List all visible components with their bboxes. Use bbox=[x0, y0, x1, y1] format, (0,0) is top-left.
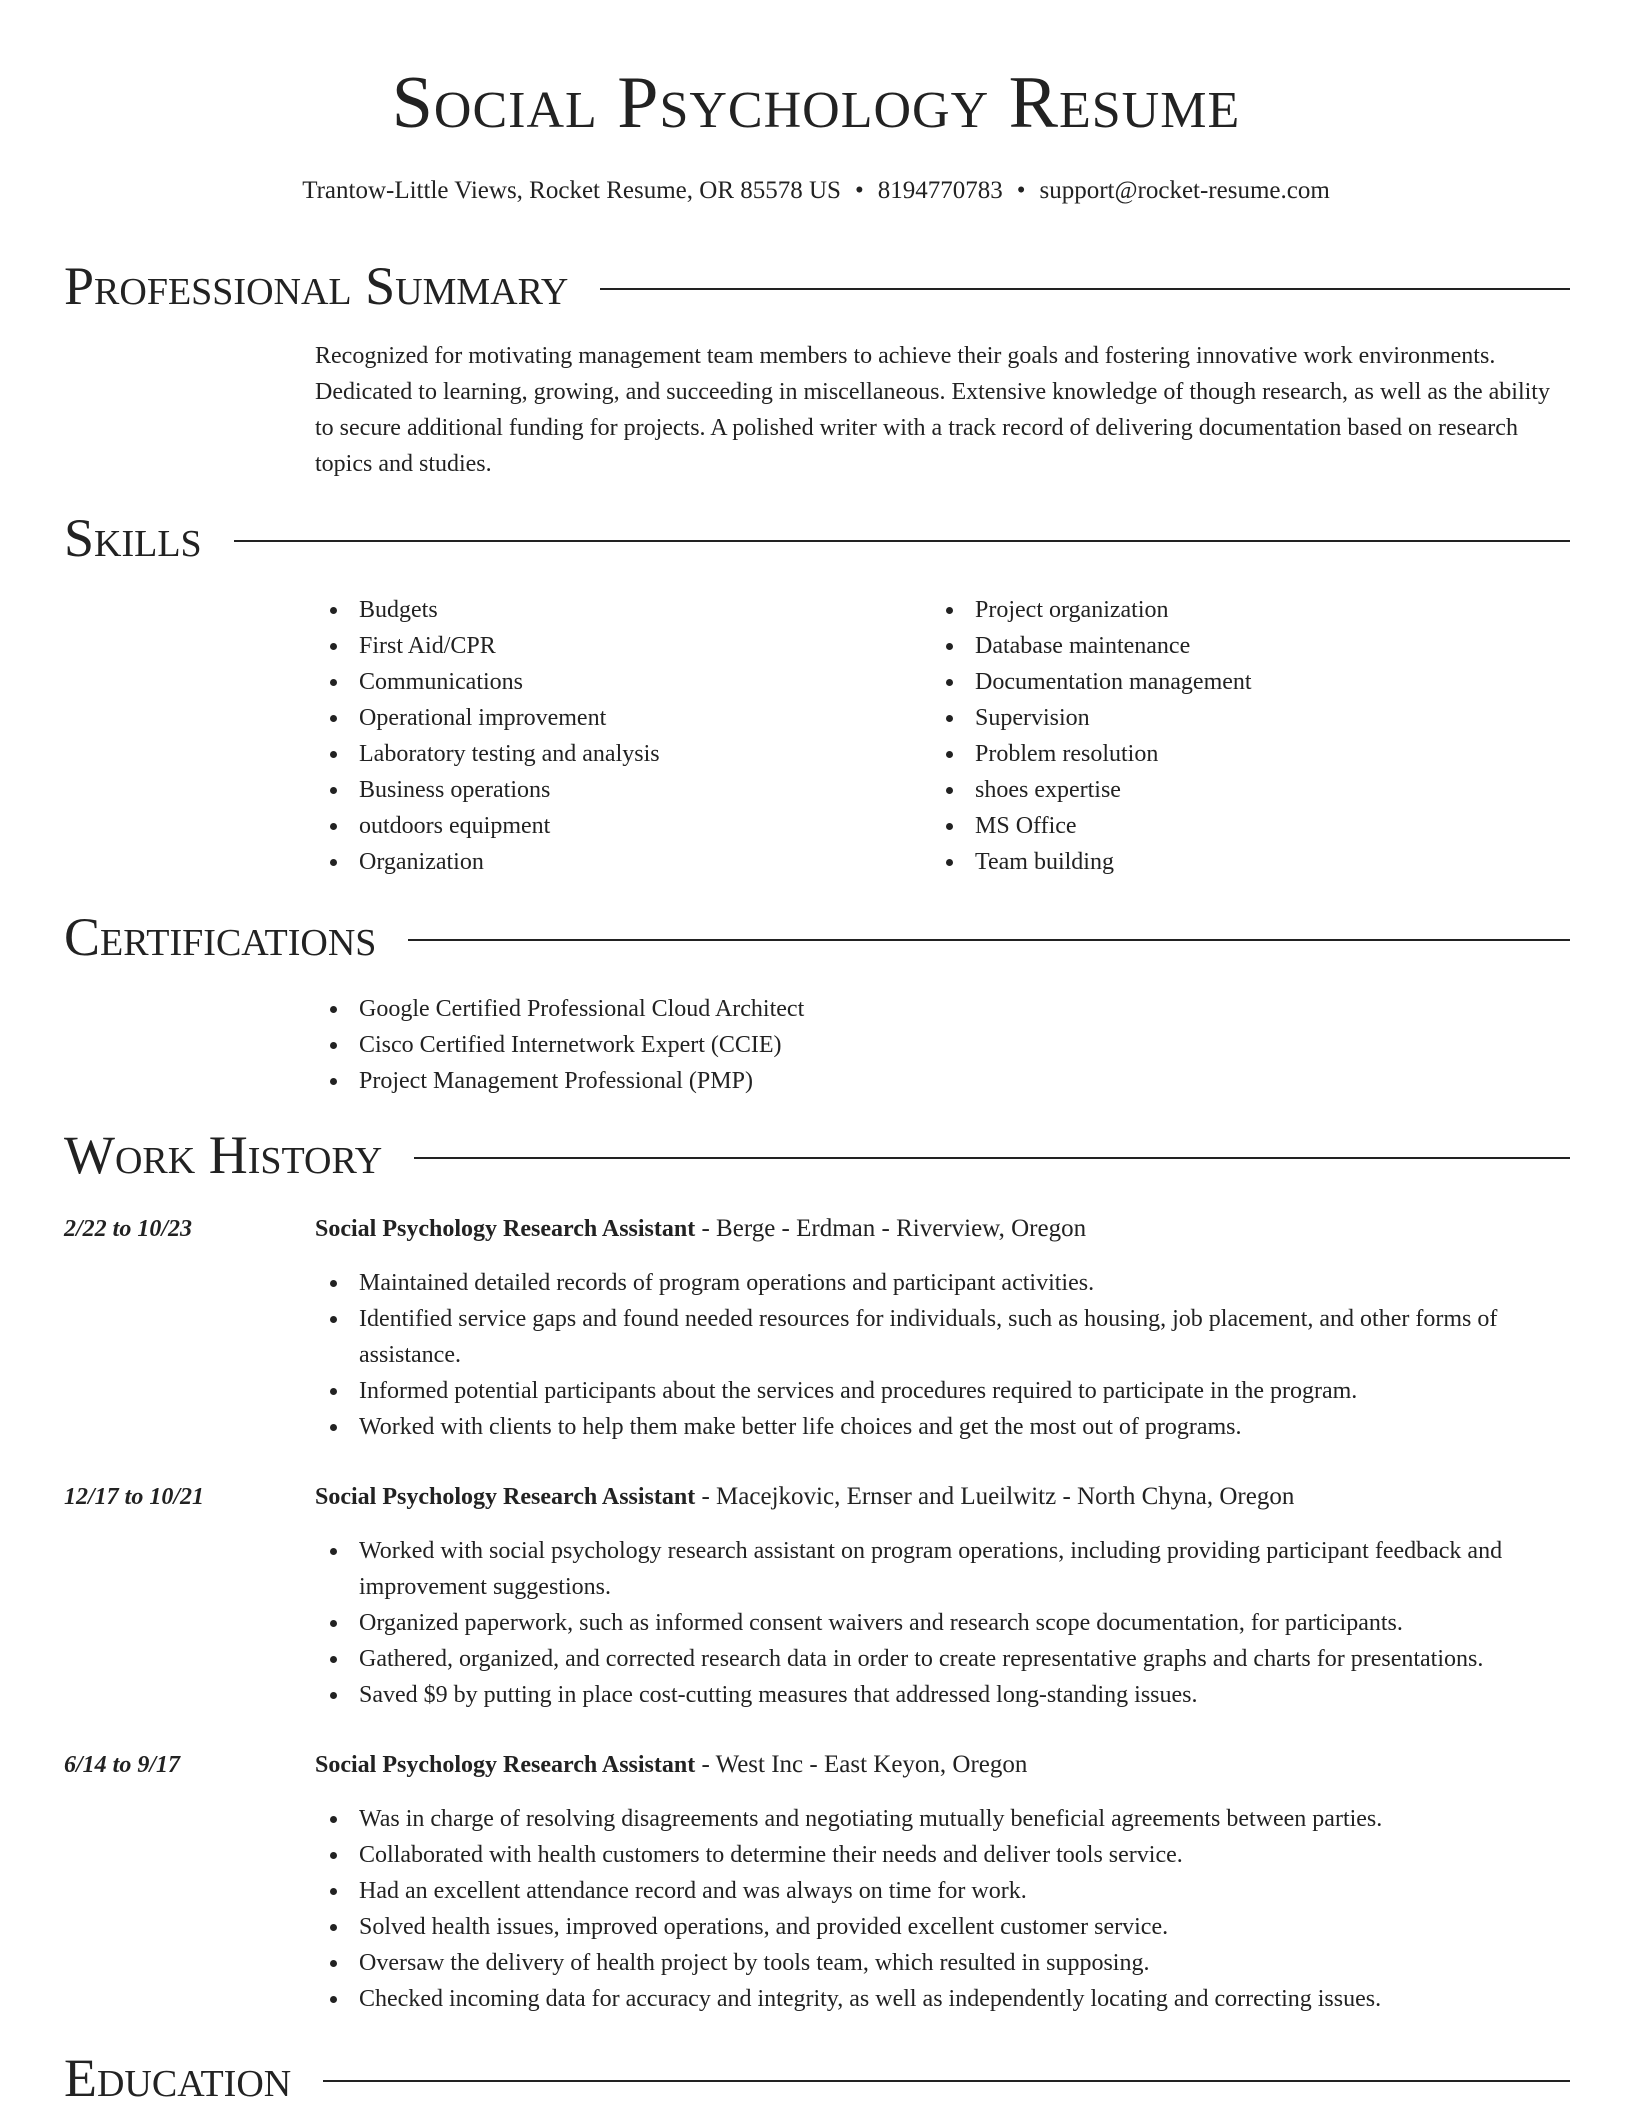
skill-item: Problem resolution bbox=[931, 736, 1561, 772]
job-bullets bbox=[315, 1265, 1570, 1445]
job-bullet: Maintained detailed records of program operations and participant activities. bbox=[315, 1265, 1570, 1301]
skill-item: Business operations bbox=[315, 772, 915, 808]
contact-address: Trantow-Little Views, Rocket Resume, OR 85578 US bbox=[302, 177, 841, 204]
job-title: Social Psychology Research Assistant bbox=[315, 1216, 696, 1242]
section-heading: Skills bbox=[64, 508, 202, 568]
section-professional-summary bbox=[64, 254, 1570, 318]
job-bullet: Oversaw the delivery of health project by tools team, which resulted in supposing. bbox=[315, 1945, 1570, 1981]
job-bullets bbox=[315, 1801, 1570, 2017]
job-bullet: Organized paperwork, such as informed consent waivers and research scope documentation, for participants. bbox=[315, 1605, 1570, 1641]
section-work-history bbox=[64, 1123, 1570, 1187]
skill-item: Team building bbox=[931, 844, 1561, 880]
section-divider bbox=[408, 939, 1570, 941]
job-bullet: Checked incoming data for accuracy and integrity, as well as independently locating and correcting issues. bbox=[315, 1981, 1570, 2017]
job-entry bbox=[64, 1747, 1570, 2017]
certifications-list bbox=[315, 991, 1570, 1099]
job-header bbox=[315, 1747, 1570, 1783]
skills-column-right bbox=[931, 592, 1561, 880]
skill-item: Communications bbox=[315, 664, 915, 700]
section-divider bbox=[234, 540, 1570, 542]
skill-item: First Aid/CPR bbox=[315, 628, 915, 664]
section-certifications bbox=[64, 905, 1570, 969]
job-company: - West Inc - East Keyon, Oregon bbox=[695, 1751, 1028, 1778]
job-entry bbox=[64, 1211, 1570, 1451]
job-bullets bbox=[315, 1533, 1570, 1713]
job-bullet: Solved health issues, improved operations, and provided excellent customer service. bbox=[315, 1909, 1570, 1945]
skill-item: Budgets bbox=[315, 592, 915, 628]
contact-line bbox=[0, 174, 1632, 208]
job-dates: 12/17 to 10/21 bbox=[64, 1484, 205, 1510]
skill-item: shoes expertise bbox=[931, 772, 1561, 808]
job-bullet: Gathered, organized, and corrected research data in order to create representative graphs and charts for presentations. bbox=[315, 1641, 1570, 1677]
contact-email: support@rocket-resume.com bbox=[1039, 177, 1330, 204]
job-company: - Berge - Erdman - Riverview, Oregon bbox=[695, 1215, 1087, 1242]
skill-item: Organization bbox=[315, 844, 915, 880]
job-bullet: Worked with social psychology research assistant on program operations, including providing participant feedback and improvement suggestions. bbox=[315, 1533, 1570, 1605]
job-dates: 2/22 to 10/23 bbox=[64, 1216, 193, 1242]
contact-separator: • bbox=[854, 177, 864, 204]
job-bullet: Informed potential participants about the services and procedures required to participate in the program. bbox=[315, 1373, 1570, 1409]
job-dates: 6/14 to 9/17 bbox=[64, 1752, 181, 1778]
skill-item: outdoors equipment bbox=[315, 808, 915, 844]
skills-column-left bbox=[315, 592, 915, 880]
job-company: - Macejkovic, Ernser and Lueilwitz - North Chyna, Oregon bbox=[695, 1483, 1295, 1510]
job-bullet: Identified service gaps and found needed resources for individuals, such as housing, job placement, and other forms of assistance. bbox=[315, 1301, 1570, 1373]
job-title: Social Psychology Research Assistant bbox=[315, 1752, 696, 1778]
certification-item: Project Management Professional (PMP) bbox=[315, 1063, 1570, 1099]
job-bullet: Worked with clients to help them make better life choices and get the most out of programs. bbox=[315, 1409, 1570, 1445]
job-bullet: Collaborated with health customers to determine their needs and deliver tools service. bbox=[315, 1837, 1570, 1873]
resume-title: Social Psychology Resume bbox=[391, 62, 1241, 144]
section-education bbox=[64, 2046, 1570, 2110]
job-bullet: Was in charge of resolving disagreements and negotiating mutually beneficial agreements between parties. bbox=[315, 1801, 1570, 1837]
section-divider bbox=[600, 288, 1570, 290]
section-heading: Certifications bbox=[64, 907, 377, 967]
skill-item: Documentation management bbox=[931, 664, 1561, 700]
skill-item: Operational improvement bbox=[315, 700, 915, 736]
skill-item: Project organization bbox=[931, 592, 1561, 628]
section-skills bbox=[64, 506, 1570, 570]
skill-item: Laboratory testing and analysis bbox=[315, 736, 915, 772]
section-heading: Education bbox=[64, 2048, 292, 2108]
contact-separator: • bbox=[1016, 177, 1026, 204]
section-divider bbox=[323, 2080, 1570, 2082]
skill-item: Supervision bbox=[931, 700, 1561, 736]
summary-text: Recognized for motivating management team members to achieve their goals and fostering innovative work environments. Dedicated to learning, growing, and succeeding in miscellaneous. Extensive knowledge of though research, as well as the ability to secure additional funding for projects. A polished writer with a track record of delivering documentation based on research topics and studies. bbox=[315, 343, 1550, 477]
job-bullet: Saved $9 by putting in place cost-cutting measures that addressed long-standing issues. bbox=[315, 1677, 1570, 1713]
certification-item: Cisco Certified Internetwork Expert (CCIE) bbox=[315, 1027, 1570, 1063]
job-title: Social Psychology Research Assistant bbox=[315, 1484, 696, 1510]
section-heading: Professional Summary bbox=[64, 256, 569, 316]
certification-item: Google Certified Professional Cloud Architect bbox=[315, 991, 1570, 1027]
job-header bbox=[315, 1211, 1570, 1247]
skill-item: MS Office bbox=[931, 808, 1561, 844]
skill-item: Database maintenance bbox=[931, 628, 1561, 664]
job-bullet: Had an excellent attendance record and was always on time for work. bbox=[315, 1873, 1570, 1909]
section-heading: Work History bbox=[64, 1125, 383, 1185]
job-header bbox=[315, 1479, 1570, 1515]
contact-phone: 8194770783 bbox=[877, 177, 1003, 204]
section-divider bbox=[414, 1157, 1570, 1159]
job-entry bbox=[64, 1479, 1570, 1719]
